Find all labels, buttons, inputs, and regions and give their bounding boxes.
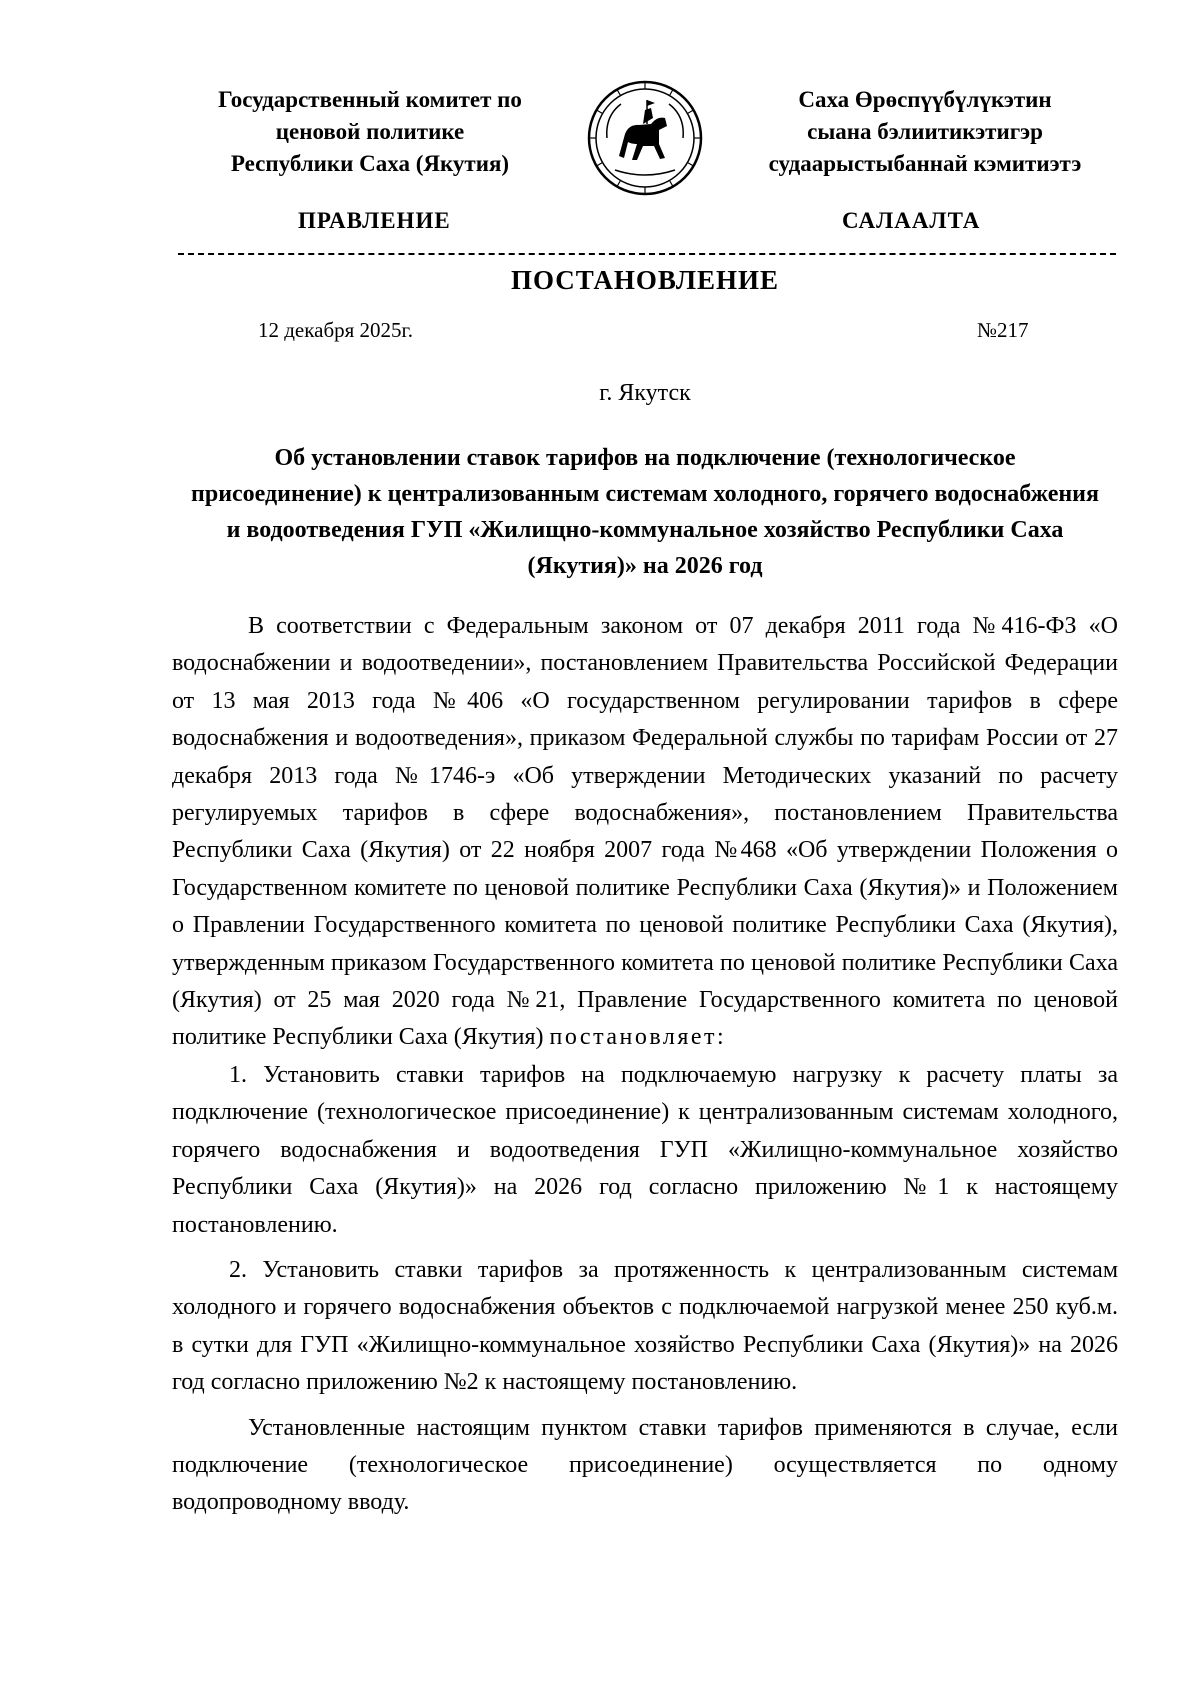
authority-name-yakut-line-1: Саха Өрөспүүбүлүкэтин	[798, 87, 1052, 112]
board-label-yakut: САЛААЛТА	[842, 208, 981, 233]
document-type: ПОСТАНОВЛЕНИЕ	[510, 265, 780, 295]
clause-2-note: Установленные настоящим пунктом ставки тарифов применяются в случае, если подключение (технологическое присоединение) осуществляется по одному водопроводному вводу.	[172, 1414, 1118, 1516]
authority-name-line-1: Государственный комитет по	[218, 87, 522, 112]
authority-name-line-2: ценовой политике	[275, 119, 465, 144]
authority-name-yakut	[720, 84, 1130, 180]
document-number: №217	[977, 318, 1029, 342]
preamble-text: В соответствии с Федеральным законом от 07 декабря 2011 года №416-ФЗ «О водоснабжении и водоотведении», постановлением Правительства Российской Федерации от 13 мая 2013 года №406 «О государственном регулировании тарифов в сфере водоснабжения и водоотведения», приказом Федеральной службы по тарифам России от 27 декабря 2013 года №1746-э «Об утверждении Методических указаний по расчету регулируемых тарифов в сфере водоснабжения», постановлением Правительства Республики Саха (Якутия) от 22 ноября 2007 года №468 «Об утверждении Положения о Государственном комитете по ценовой политике Республики Саха (Якутия)» и Положением о Правлении Государственного комитета по ценовой политике Республики Саха (Якутия), утвержденным приказом Государственного комитета по ценовой политике Республики Саха (Якутия) от 25 мая 2020 года №21, Правление Государственного комитета по ценовой политике Республики Саха (Якутия)	[172, 613, 1118, 1051]
authority-name-yakut-line-2: сыана бэлиитикэтигэр	[807, 119, 1043, 144]
authority-name-line-3: Республики Саха (Якутия)	[230, 151, 510, 176]
document-place: г. Якутск	[599, 380, 691, 406]
clause-1: 1. Установить ставки тарифов на подключаемую нагрузку к расчету платы за подключение (технологическое присоединение) к централизованным системам холодного, горячего водоснабжения и водоотведения ГУП «Жилищно-коммунальное хозяйство Республики Саха (Якутия)» на 2026 год согласно приложению №1 к настоящему постановлению.	[172, 1061, 1118, 1238]
header-divider	[178, 253, 1116, 255]
coat-of-arms-emblem-icon	[585, 78, 705, 198]
document-title: Об установлении ставок тарифов на подключение (технологическое присоединение) к централизованным системам холодного, горячего водоснабжения и водоотведения ГУП «Жилищно-коммунальное хозяйство Республики Саха (Якутия)» на 2026 год	[191, 445, 1099, 579]
document-date: 12 декабря 2025г.	[258, 318, 414, 342]
decree-word: постановляет:	[549, 1024, 727, 1051]
authority-name-yakut-line-3: судаарыстыбаннай кэмитиэтэ	[768, 151, 1082, 176]
clause-2: 2. Установить ставки тарифов за протяженность к централизованным системам холодного и горячего водоснабжения объектов с подключаемой нагрузкой менее 250 куб.м. в сутки для ГУП «Жилищно-коммунальное хозяйство Республики Саха (Якутия)» на 2026 год согласно приложению №2 к настоящему постановлению.	[172, 1256, 1118, 1396]
authority-name-russian	[170, 84, 570, 180]
board-label-russian: ПРАВЛЕНИЕ	[298, 208, 451, 233]
preamble-paragraph	[172, 608, 1118, 1057]
document-body	[172, 608, 1118, 1522]
